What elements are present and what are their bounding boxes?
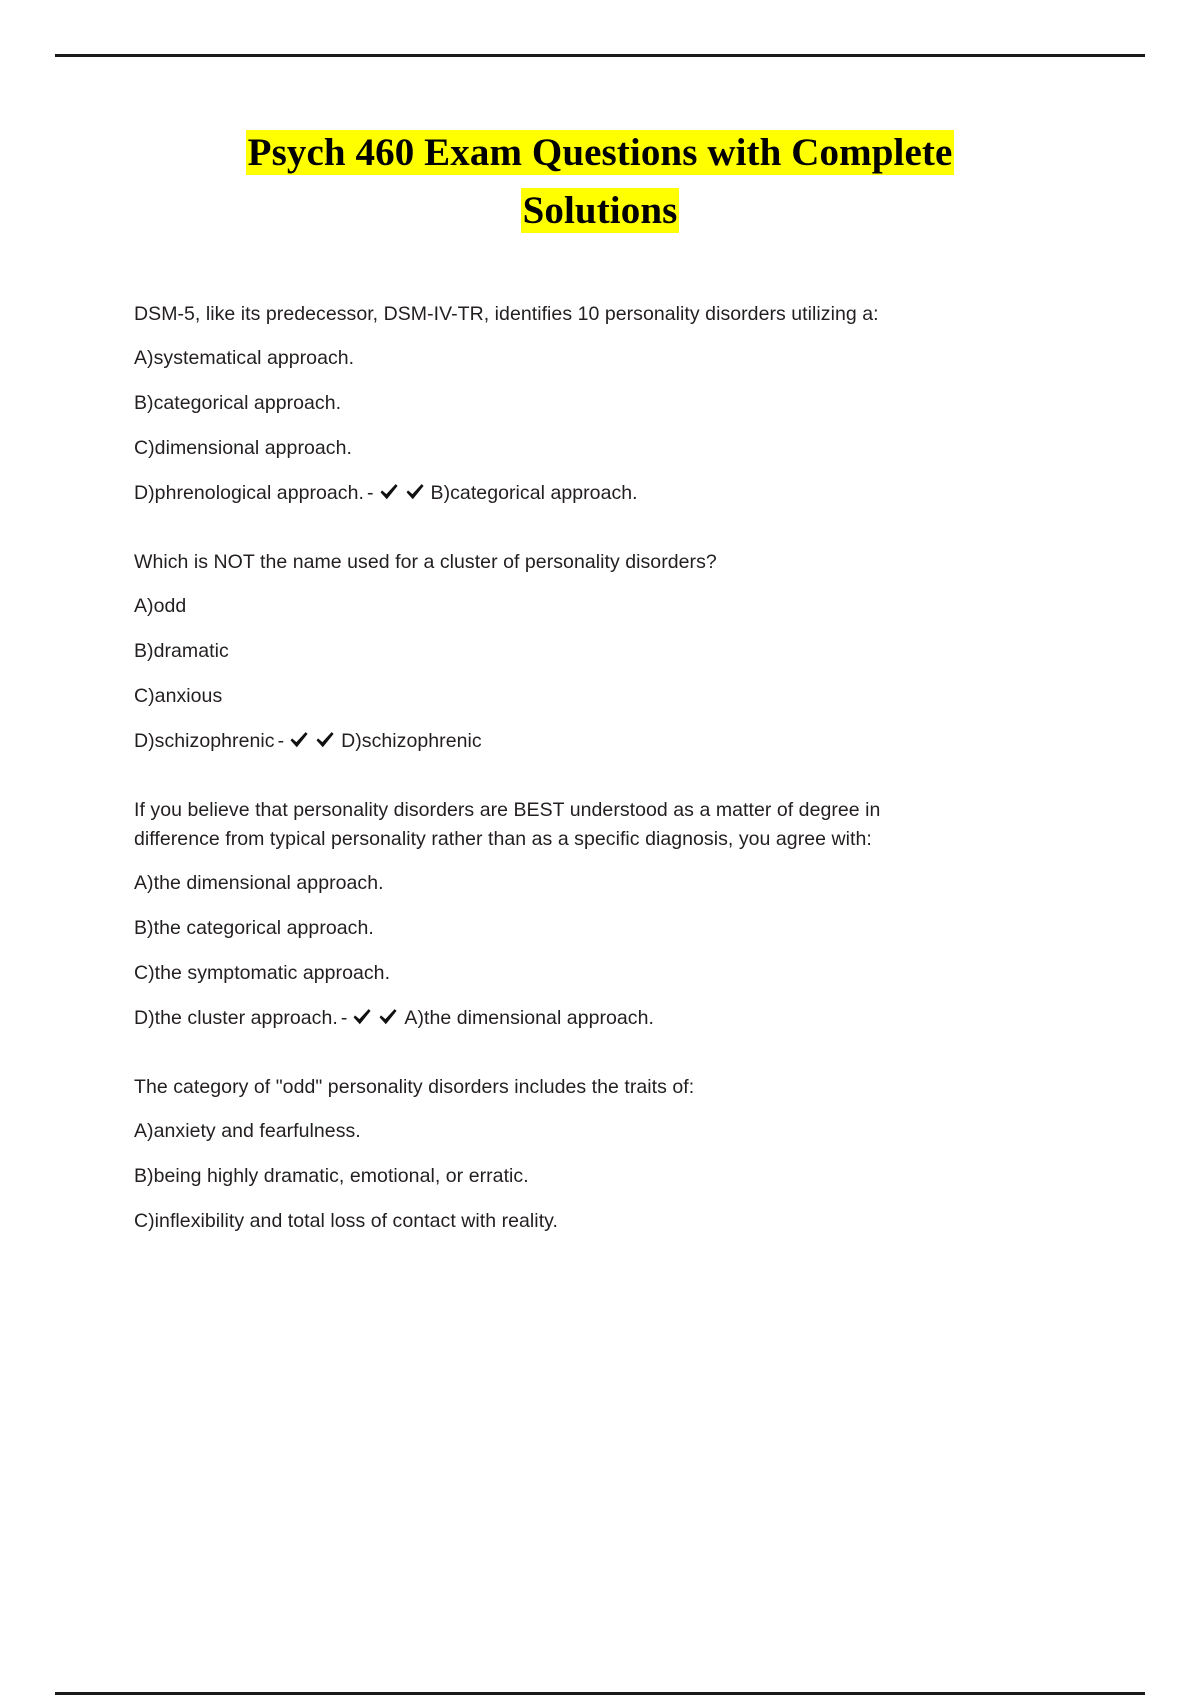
answer-option bbox=[134, 1118, 934, 1144]
answer-option-with-solution bbox=[134, 480, 934, 506]
answer-option-with-solution bbox=[134, 728, 934, 754]
option-text: A)anxiety and fearfulness. bbox=[134, 1120, 361, 1142]
option-text: B)dramatic bbox=[134, 640, 229, 662]
option-text: D)schizophrenic bbox=[134, 730, 275, 752]
answer-separator: - bbox=[277, 730, 285, 752]
answer-option bbox=[134, 1208, 934, 1234]
answer-separator: - bbox=[340, 1007, 348, 1029]
option-text: C)dimensional approach. bbox=[134, 437, 352, 459]
option-text: A)odd bbox=[134, 595, 187, 617]
option-text: C)the symptomatic approach. bbox=[134, 962, 391, 984]
question-stem: Which is NOT the name used for a cluster of personality disorders? bbox=[134, 551, 717, 573]
question-list bbox=[134, 300, 934, 1234]
page-title-line-2: Solutions bbox=[522, 189, 678, 232]
correct-answer-text: D)schizophrenic bbox=[341, 730, 482, 752]
option-text: C)inflexibility and total loss of contact with reality. bbox=[134, 1210, 558, 1232]
answer-option-with-solution bbox=[134, 1005, 934, 1031]
option-text: D)the cluster approach. bbox=[134, 1007, 338, 1029]
page-bottom-rule bbox=[55, 1692, 1145, 1695]
answer-option bbox=[134, 870, 934, 896]
option-text: A)the dimensional approach. bbox=[134, 872, 384, 894]
question-block bbox=[134, 1073, 934, 1234]
question-block bbox=[134, 548, 934, 754]
answer-option bbox=[134, 960, 934, 986]
option-text: B)categorical approach. bbox=[134, 392, 342, 414]
answer-option bbox=[134, 915, 934, 941]
answer-option bbox=[134, 593, 934, 619]
option-text: C)anxious bbox=[134, 685, 223, 707]
question-stem: The category of "odd" personality disorders includes the traits of: bbox=[134, 1076, 695, 1098]
question-block bbox=[134, 796, 934, 1031]
checkmark-icon bbox=[379, 483, 399, 501]
checkmark-icon bbox=[289, 731, 309, 749]
correct-answer-text: B)categorical approach. bbox=[430, 482, 638, 504]
answer-option bbox=[134, 1163, 934, 1189]
question-stem: DSM-5, like its predecessor, DSM-IV-TR, identifies 10 personality disorders utilizing a: bbox=[134, 303, 879, 325]
answer-option bbox=[134, 345, 934, 371]
option-text: B)the categorical approach. bbox=[134, 917, 374, 939]
question-block bbox=[134, 300, 934, 506]
answer-option bbox=[134, 435, 934, 461]
answer-option bbox=[134, 683, 934, 709]
option-text: D)phrenological approach. bbox=[134, 482, 364, 504]
page-title-line-1: Psych 460 Exam Questions with Complete bbox=[247, 131, 953, 174]
checkmark-icon bbox=[352, 1008, 372, 1026]
page-top-rule bbox=[55, 54, 1145, 57]
page-title bbox=[140, 124, 1060, 240]
option-text: B)being highly dramatic, emotional, or erratic. bbox=[134, 1165, 529, 1187]
checkmark-icon bbox=[378, 1008, 398, 1026]
answer-option bbox=[134, 638, 934, 664]
answer-separator: - bbox=[366, 482, 374, 504]
checkmark-icon bbox=[405, 483, 425, 501]
question-stem: If you believe that personality disorders are BEST understood as a matter of degree in difference from typical personality rather than as a specific diagnosis, you agree with: bbox=[134, 799, 881, 850]
checkmark-icon bbox=[315, 731, 335, 749]
option-text: A)systematical approach. bbox=[134, 347, 355, 369]
correct-answer-text: A)the dimensional approach. bbox=[404, 1007, 654, 1029]
answer-option bbox=[134, 390, 934, 416]
